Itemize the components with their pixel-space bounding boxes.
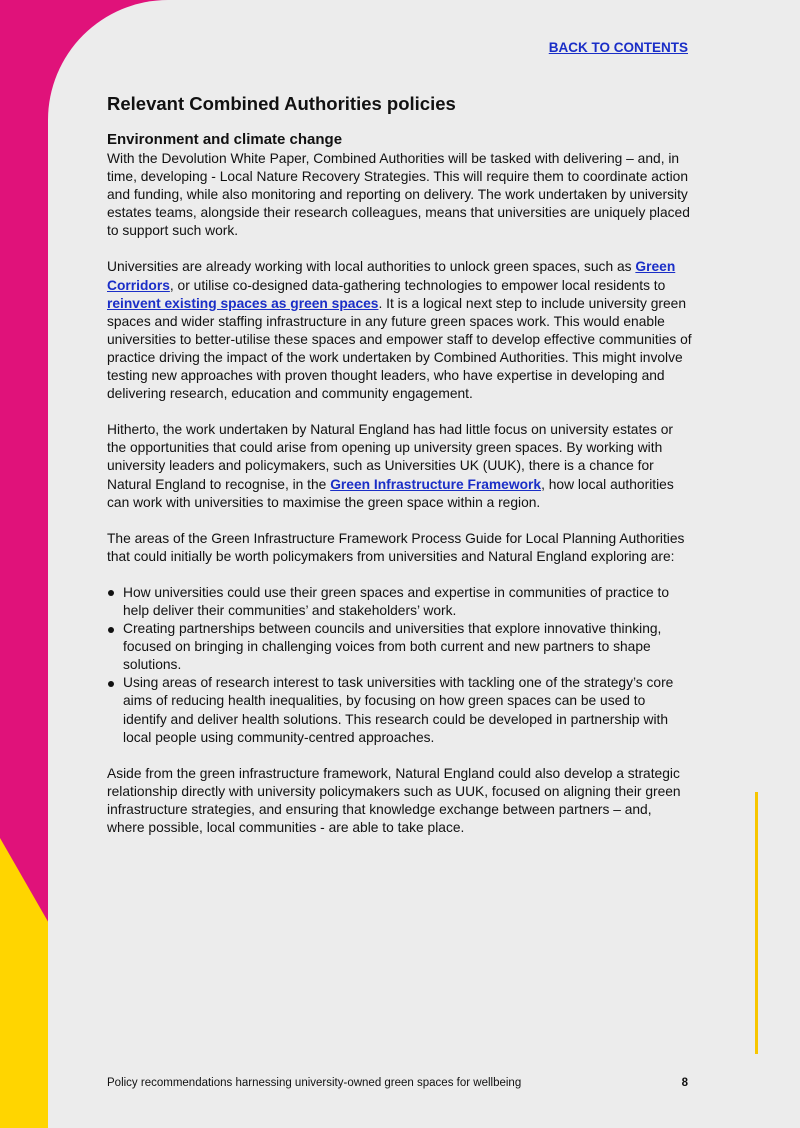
paragraph-text: . It is a logical next step to include university green spaces and wider staffing infrastructure in any future green spaces work. This would enable universities to better-utilise these spaces and empower staff to develop effective communities of practice driving the impact of the work undertaken by Combined Authorities. This might involve testing new approaches with proven thought leaders, who have expertise in developing and delivering research, education and community engagement.	[107, 295, 692, 402]
page-number: 8	[681, 1077, 688, 1089]
green-infrastructure-framework-link[interactable]: Green Infrastructure Framework	[330, 476, 542, 492]
paragraph-universities-working	[107, 258, 692, 403]
yellow-accent-line	[755, 792, 758, 1054]
green-corridors-link[interactable]: Green Corridors	[107, 259, 676, 293]
footer-document-title: Policy recommendations harnessing university-owned green spaces for wellbeing	[107, 1077, 522, 1089]
list-item: Creating partnerships between councils and universities that explore innovative thinking, focused on bringing in challenging voices from both current and new partners to shape solutions.	[107, 620, 692, 674]
main-content	[107, 92, 692, 855]
reinvent-spaces-link[interactable]: reinvent existing spaces as green spaces	[107, 295, 379, 311]
bullet-list	[107, 584, 692, 747]
paragraph-natural-england	[107, 421, 692, 511]
section-title: Relevant Combined Authorities policies	[107, 93, 456, 114]
list-item: How universities could use their green spaces and expertise in communities of practice to help deliver their communities’ and stakeholders’ work.	[107, 584, 692, 620]
section-subtitle: Environment and climate change	[107, 131, 343, 148]
paragraph-text: Hitherto, the work undertaken by Natural England has had little focus on university estates or the opportunities that could arise from opening up university green spaces. By working with university leaders and policymakers, such as Universities UK (UUK), there is a chance for Natural England to recognise, in the	[107, 422, 673, 492]
paragraph-devolution: With the Devolution White Paper, Combined Authorities will be tasked with delivering – and, in time, developing - Local Nature Recovery Strategies. This will require them to coordinate action and funding, while also monitoring and reporting on delivery. The work undertaken by university estates teams, alongside their research colleagues, means that universities are uniquely placed to support such work.	[107, 151, 690, 239]
list-item: Using areas of research interest to task universities with tackling one of the strategy’s core aims of reducing health inequalities, by focusing on how green spaces can be used to identify and deliver health solutions. This research could be developed in partnership with local people using community-centred approaches.	[107, 674, 692, 746]
back-to-contents-link[interactable]: BACK TO CONTENTS	[548, 40, 688, 55]
paragraph-text: , or utilise co-designed data-gathering technologies to empower local residents to	[169, 277, 666, 293]
paragraph-text: , how local authorities can work with universities to maximise the green space within a region.	[107, 476, 674, 510]
paragraph-text: Universities are already working with local authorities to unlock green spaces, such as	[107, 259, 636, 275]
paragraph-framework-areas: The areas of the Green Infrastructure Framework Process Guide for Local Planning Authorities that could initially be worth policymakers from universities and Natural England exploring are:	[107, 530, 685, 564]
paragraph-strategic-relationship: Aside from the green infrastructure framework, Natural England could also develop a strategic relationship directly with university policymakers such as UUK, focused on aligning their green infrastructure strategies, and ensuring that knowledge exchange between partners – and, where possible, local communities - are able to take place.	[107, 765, 681, 835]
